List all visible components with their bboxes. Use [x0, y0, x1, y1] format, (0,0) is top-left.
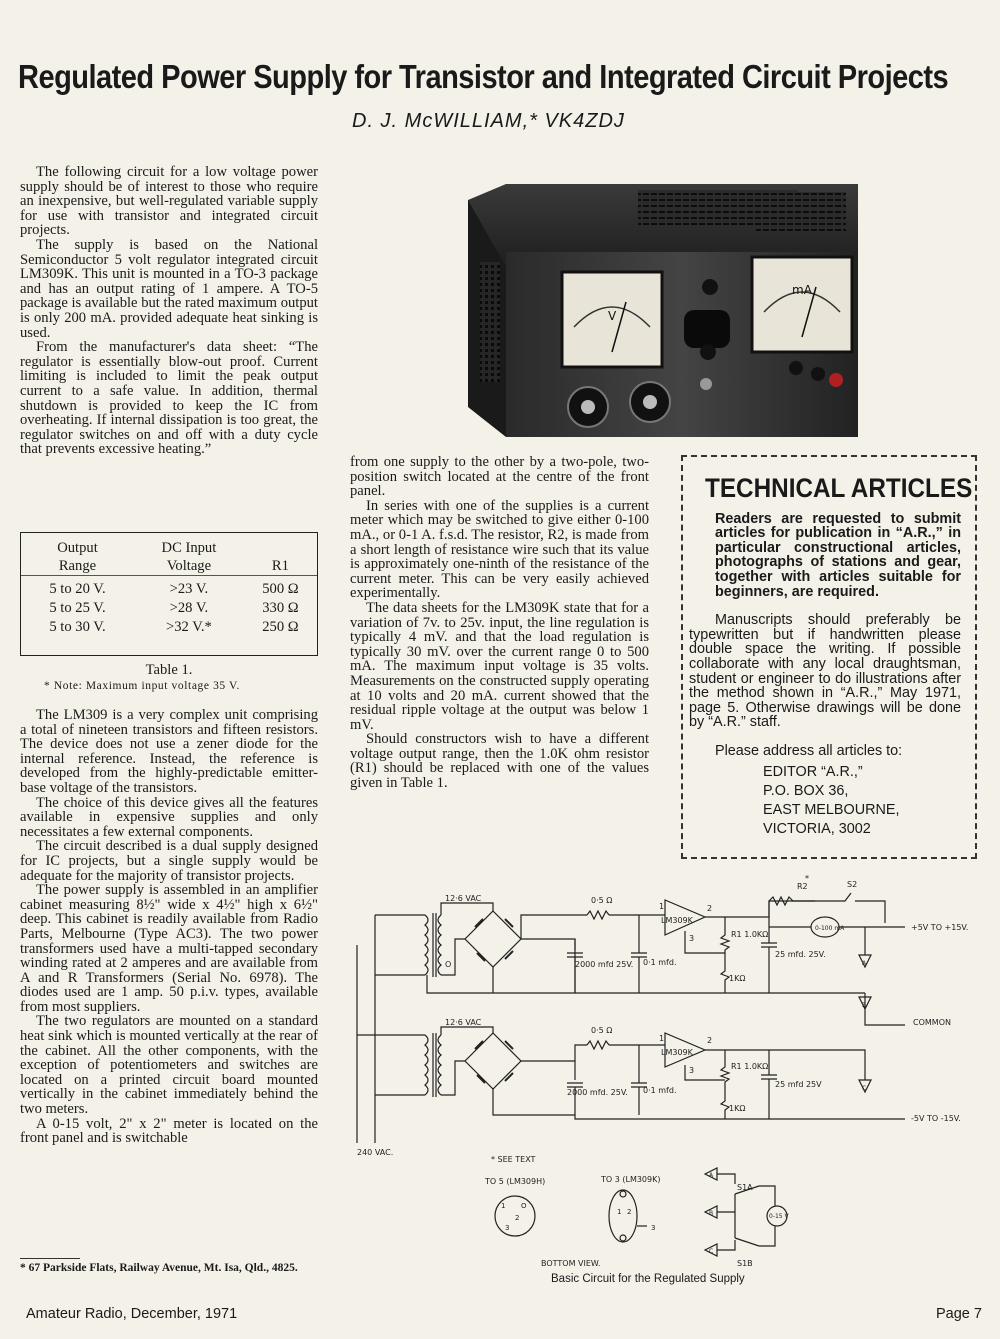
technical-articles-request: Readers are requested to submit articles for publication in “A.R.,” in particular constructional articles, photographs of stations and gear, together with articles suitable for beginners, are required.	[715, 510, 961, 600]
mains-label: 240 VAC.	[357, 1148, 394, 1157]
table-header-r1: R1	[271, 558, 289, 574]
pinout-and-switch-diagram	[345, 1150, 985, 1285]
r2-star: *	[805, 875, 809, 883]
to3-package-icon	[609, 1190, 637, 1242]
resistor-label: 0·5 Ω	[591, 896, 613, 905]
table-note: * Note: Maximum input voltage 35 V.	[44, 680, 240, 692]
toggle-switch-icon	[700, 378, 712, 390]
pin-label: 1	[659, 1034, 665, 1043]
table-cell: 500 Ω	[262, 581, 299, 597]
technical-articles-address-intro: Please address all articles to:	[715, 742, 903, 759]
technical-articles-title: TECHNICAL ARTICLES	[705, 473, 973, 503]
paragraph: In series with one of the supplies is a current meter which may be switched to give either 0-100 mA., or 0-1 A. f.s.d. The resistor, R2, is made from a short length of resistance wire such that its value is approximately one-ninth of the resistance of the current meter. This can be very easily achieved experimentally.	[350, 497, 649, 602]
paragraph: The circuit described is a dual supply designed for IC projects, but a single supply would be adequate for the majority of transistor projects.	[20, 838, 318, 884]
s2-label: S2	[847, 880, 858, 889]
resistor-0-5-bottom	[587, 1041, 609, 1049]
see-text-note: * SEE TEXT	[491, 1155, 536, 1164]
pot-label: 1KΩ	[729, 1104, 746, 1113]
table-cell: >32 V.*	[166, 619, 212, 635]
address-line: VICTORIA, 3002	[763, 820, 871, 837]
technical-articles-box	[681, 455, 977, 859]
table-row	[21, 580, 317, 599]
terminal-icon	[811, 367, 825, 381]
paragraph: Should constructors wish to have a different voltage output range, then the 1.0K ohm resistor (R1) should be replaced with one of the values given in Table 1.	[350, 731, 649, 792]
pin-label: 3	[505, 1224, 510, 1232]
capacitor-label: 25 mfd 25V	[775, 1080, 822, 1089]
regulator-label: LM309K	[661, 1048, 693, 1057]
pin-label: 2	[515, 1214, 520, 1222]
pin-label: 1	[659, 902, 665, 911]
author-footnote: * 67 Parkside Flats, Railway Avenue, Mt. Isa, Qld., 4825.	[20, 1262, 298, 1274]
node-label: B	[862, 1002, 867, 1009]
capacitor-label: 25 mfd. 25V.	[775, 950, 826, 959]
pot-top	[721, 955, 729, 993]
r1-top	[721, 917, 729, 955]
ac-top-label: 12·6 VAC	[445, 894, 482, 903]
column-1-bottom	[20, 708, 318, 1146]
table-cell: 5 to 30 V.	[49, 619, 106, 635]
table-cell: 5 to 25 V.	[49, 600, 106, 616]
pot-label: 1KΩ	[729, 974, 746, 983]
pin-label: 1	[501, 1202, 506, 1210]
voltmeter-label: V	[608, 309, 617, 323]
editor-address	[763, 763, 975, 839]
ammeter	[752, 257, 852, 352]
bottom-view-label: BOTTOM VIEW.	[541, 1259, 601, 1268]
table-cell: 5 to 20 V.	[49, 581, 106, 597]
paragraph: The following circuit for a low voltage power supply should be of interest to those who require an inexpensive, but well-regulated variable supply for use with transistor and integrated circuit projects.	[20, 164, 318, 239]
paragraph: from one supply to the other by a two-pole, two-position switch located at the centre of the front panel.	[350, 454, 649, 500]
meter-label: 0-100 mA	[815, 925, 845, 932]
s1b-label: S1B	[737, 1259, 753, 1268]
footer-publication: Amateur Radio, December, 1971	[26, 1306, 238, 1322]
tap-o-label: O	[445, 960, 452, 969]
column-2	[350, 455, 649, 791]
figure-caption: Basic Circuit for the Regulated Supply	[551, 1273, 745, 1285]
common-label: COMMON	[913, 1018, 951, 1027]
table-header-output: Output Range	[57, 540, 98, 574]
address-line: EDITOR “A.R.,”	[763, 763, 863, 780]
resistor-label: R1 1.0KΩ	[731, 930, 769, 939]
article-title: Regulated Power Supply for Transistor and Integrated Circuit Projects	[18, 58, 949, 95]
column-1-top	[20, 165, 318, 457]
resistor-label: 0·5 Ω	[591, 1026, 613, 1035]
to5-label: TO 5 (LM309H)	[485, 1177, 546, 1186]
meter-label: 0-15 V	[769, 1213, 789, 1220]
capacitor-label: 0·1 mfd.	[643, 1086, 677, 1095]
node-label: C	[862, 1085, 867, 1092]
pin-label: 2	[707, 1036, 713, 1045]
table-row	[21, 618, 317, 637]
ac-bottom-label: 12·6 VAC	[445, 1018, 482, 1027]
pin-label: 1	[617, 1208, 622, 1216]
pin-label: 2	[707, 904, 713, 913]
capacitor-label: 0·1 mfd.	[643, 958, 677, 967]
ammeter-label: mA	[792, 283, 812, 297]
output-negative-label: -5V TO -15V.	[911, 1114, 961, 1123]
s1a-label: S1A	[737, 1183, 753, 1192]
table-cell: >23 V.	[169, 581, 209, 597]
pin-label: 3	[651, 1224, 656, 1232]
capacitor-label: 2000 mfd. 25V.	[567, 1088, 628, 1097]
pin-label: 3	[689, 934, 695, 943]
transformer-bottom	[357, 1018, 482, 1097]
table-row	[21, 599, 317, 618]
capacitor-label: 2000 mfd 25V.	[575, 960, 634, 969]
paragraph: The data sheets for the LM309K state that for a variation of 7v. to 25v. input, the line regulation is typically 4 mV. and that the load regulation is typically 30 mV. over the current range 0 to 500 mA. The maximum input voltage is 35 volts. Measurements on the constructed supply operating at 10 volts and 20 mA. current showed that the residual ripple voltage at the output was below 1 mV.	[350, 599, 649, 733]
paragraph: The choice of this device gives all the features available in expensive supplies and only necessitates a few external components.	[20, 794, 318, 840]
table-caption: Table 1.	[145, 662, 193, 678]
pin-label: O	[521, 1202, 527, 1210]
terminal-icon	[829, 373, 843, 387]
paragraph: The two regulators are mounted on a standard heat sink which is mounted vertically at the rear of the cabinet. All the other components, with the exception of potentiometers and switches are located on a printed circuit board mounted vertically in the cabinet immediately behind the two meters.	[20, 1013, 318, 1118]
paragraph: The power supply is assembled in an amplifier cabinet measuring 8½" wide x 4½" high x 6½" deep. This cabinet is readily available from Radio Parts, Melbourne (Type AC3). The two power transformers used have a multi-tapped secondary winding rated at 2 amperes and are available from A and R Transformers (Serial No. 6978). The diodes used are 1 amp. 50 p.i.v. types, available from most suppliers.	[20, 882, 318, 1015]
paragraph: The supply is based on the National Semiconductor 5 volt regulator integrated circuit LM309K. This unit is mounted in a TO-3 package and has an output rating of 1 ampere. A TO-5 package is available but the rated maximum output is only 200 mA. provided adequate heat sinking is used.	[20, 236, 318, 341]
paragraph: From the manufacturer's data sheet: “The regulator is essentially blow-out proof. Current limiting is included to limit the peak output current to a safe value. In addition, thermal shutdown is provided to keep the IC from overheating. If internal dissipation is too great, the regulator switches on and off with a duty cycle that prevents excessive heating.”	[20, 339, 318, 458]
r2-label: R2	[797, 882, 808, 891]
output-positive-label: +5V TO +15V.	[911, 923, 969, 932]
table-header-input: DC Input Voltage	[161, 540, 217, 574]
paragraph: The LM309 is a very complex unit comprising a total of nineteen transistors and fifteen resistors. The device does not use a zener diode for the internal reference. Instead, the reference is developed from the highly-predictable emitter-base voltage of the transistors.	[20, 707, 318, 796]
address-line: EAST MELBOURNE,	[763, 801, 900, 818]
node-label: B	[709, 1210, 714, 1217]
selector-switch-icon	[684, 310, 730, 348]
circuit-schematic	[345, 875, 985, 1175]
bridge-rectifier-top	[465, 911, 521, 967]
address-line: P.O. BOX 36,	[763, 782, 849, 799]
regulator-label: LM309K	[661, 916, 693, 925]
paragraph: A 0-15 volt, 2" x 2" meter is located on the front panel and is switchable	[20, 1115, 318, 1147]
footer-page-number: Page 7	[936, 1306, 982, 1322]
power-supply-photo	[466, 162, 858, 442]
terminal-icon	[789, 361, 803, 375]
to3-label: TO 3 (LM309K)	[601, 1175, 661, 1184]
node-label: C	[709, 1248, 714, 1255]
node-label: A	[862, 960, 867, 967]
toggle-switch-icon	[702, 279, 718, 295]
technical-articles-manuscripts: Manuscripts should preferably be typewritten but if handwritten please double space the writing. If possible collaborate with any local draughtsman, student or engineer to do illustrations after the method shown in “A.R.,” May 1971, page 5. Otherwise drawings will be done by “A.R.” staff.	[689, 612, 961, 731]
switch-s2	[815, 893, 885, 923]
table-cell: 330 Ω	[262, 600, 299, 616]
pin-label: 3	[689, 1066, 695, 1075]
bridge-rectifier-bottom	[465, 1033, 521, 1089]
byline: D. J. McWILLIAM,* VK4ZDJ	[352, 110, 625, 132]
resistor-0-5-top	[587, 911, 609, 919]
table-1	[20, 532, 318, 656]
table-cell: >28 V.	[169, 600, 209, 616]
resistor-label: R1 1.0KΩ	[731, 1062, 769, 1071]
pin-label: 2	[627, 1208, 632, 1216]
table-cell: 250 Ω	[262, 619, 299, 635]
node-label: A	[709, 1172, 714, 1179]
footnote-rule	[20, 1258, 80, 1259]
transformer-top	[375, 894, 482, 977]
